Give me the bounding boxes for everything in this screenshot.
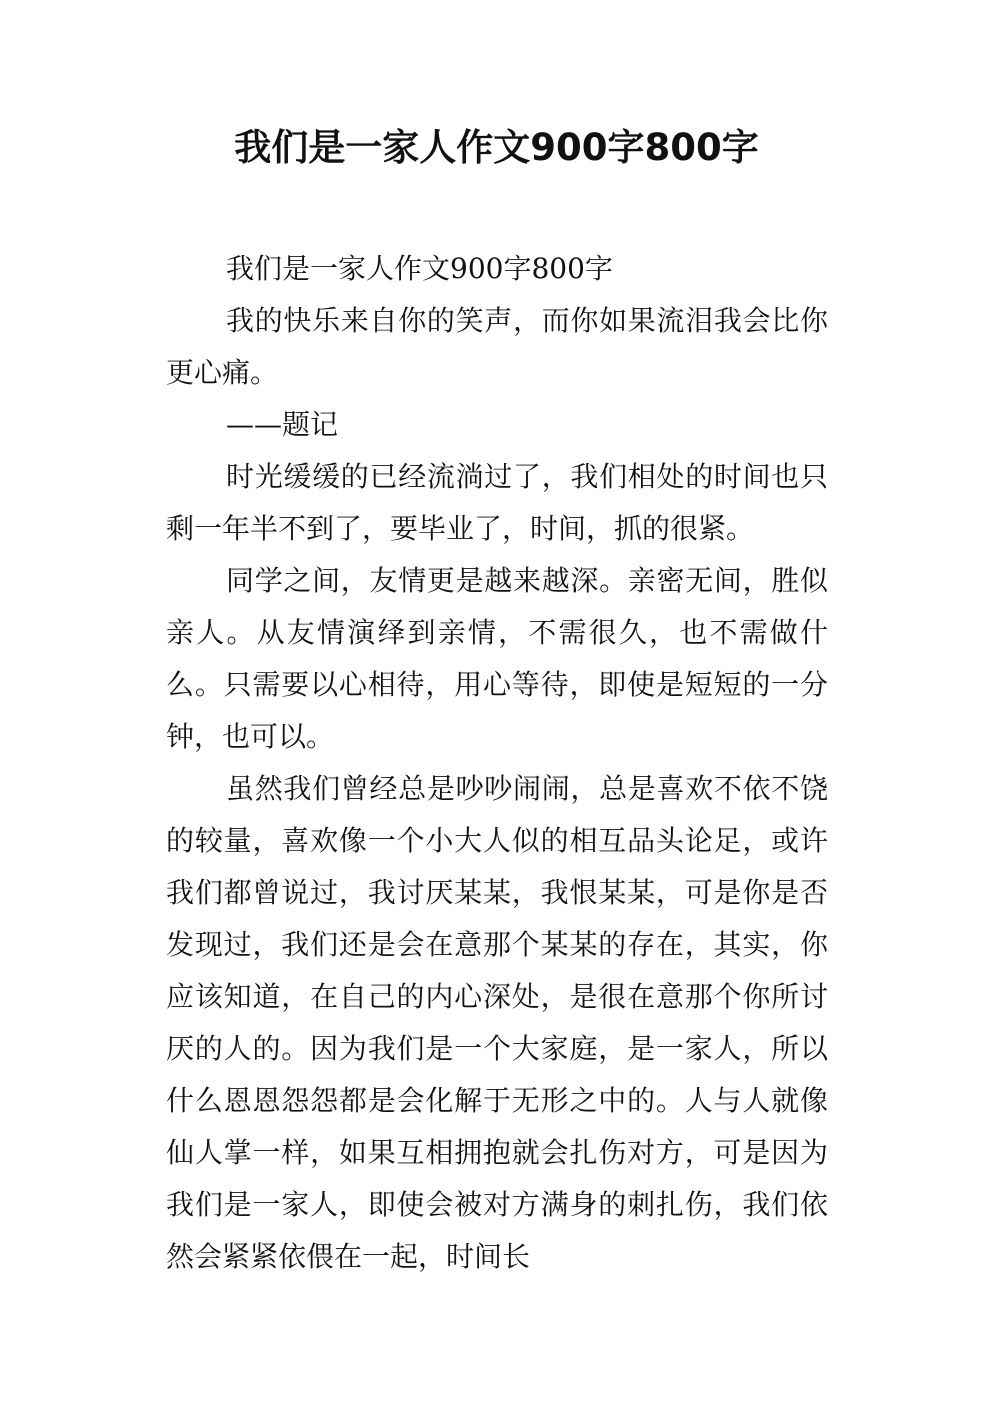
- paragraph-epigraph: 我的快乐来自你的笑声，而你如果流泪我会比你更心痛。: [166, 304, 828, 389]
- paragraph-epigraph-attribution: ——题记: [226, 408, 339, 441]
- document-title: 我们是一家人作文900字800字: [234, 126, 759, 169]
- paragraph-time: 时光缓缓的已经流淌过了，我们相处的时间也只剩一年半不到了，要毕业了，时间，抓的很紧。: [166, 460, 828, 545]
- paragraph-subtitle: 我们是一家人作文900字800字: [226, 252, 613, 285]
- document-body: [166, 243, 828, 1283]
- paragraph-family: 虽然我们曾经总是吵吵闹闹，总是喜欢不依不饶的较量，喜欢像一个小大人似的相互品头论足，或许我们都曾说过，我讨厌某某，我恨某某，可是你是否发现过，我们还是会在意那个某某的存在，其实，你应该知道，在自己的内心深处，是很在意那个你所讨厌的人的。因为我们是一个大家庭，是一家人，所以什么恩恩怨怨都是会化解于无形之中的。人与人就像仙人掌一样，如果互相拥抱就会扎伤对方，可是因为我们是一家人，即使会被对方满身的刺扎伤，我们依然会紧紧依偎在一起，时间长: [166, 772, 828, 1273]
- paragraph-friendship: 同学之间，友情更是越来越深。亲密无间，胜似亲人。从友情演绎到亲情，不需很久，也不需做什么。只需要以心相待，用心等待，即使是短短的一分钟，也可以。: [166, 564, 828, 753]
